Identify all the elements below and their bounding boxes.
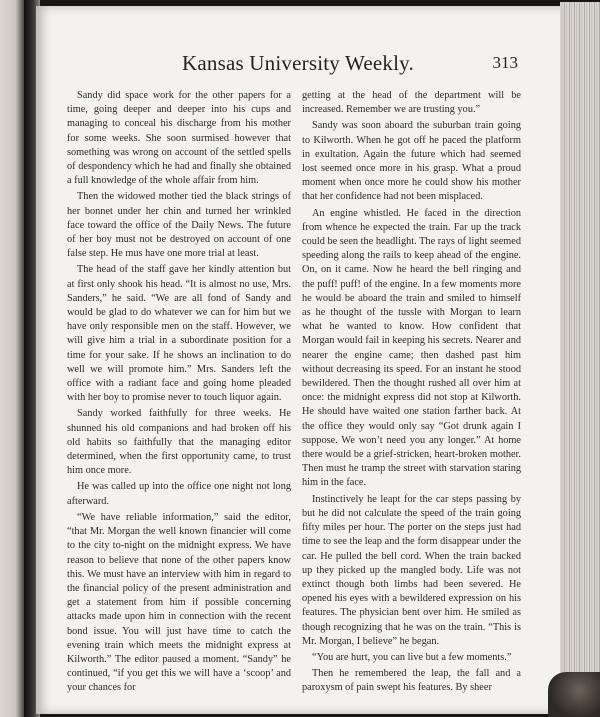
page-number: 313 — [492, 53, 518, 72]
paragraph: Then the widowed mother tied the black strings of her bonnet under her chin and turned her wrinkled face toward the office of the Daily News. The future of her boy must not be destroyed on account of one false step. He mus have one more trial at least. — [67, 191, 291, 260]
paragraph: “You are hurt, you can live but a few moments.” — [312, 651, 512, 663]
left-text-column — [67, 89, 291, 698]
paragraph-continued: getting at the head of the department will be increased. Remember we are trusting you.” — [302, 90, 521, 116]
facing-page-edge — [0, 0, 26, 717]
paragraph: “We have reliable information,” said the editor, “that Mr. Morgan the well known financier will come to the city to-night on the midnight express. We have reason to believe that none of the other papers know this. We must have an interview with him in regard to the financial policy of the present administration and get a statement from him if possible concerning attacks made upon him in connection with the recent bond issue. You will just have time to catch the evening train which meets the midnight express at Kilworth.” The editor paused a moment. “Sandy” he continued, “if you get this we will have a ‘scoop’ and your chances for — [67, 511, 291, 694]
right-text-column — [302, 89, 521, 698]
paragraph: Sandy was soon aboard the suburban train going to Kilworth. When he got off he paced the platform in exultation. Again the future which had seemed lost seemed once more in his grasp. What a proud moment when once more he could show his mother that her confidence had not been misplaced. — [302, 120, 521, 203]
paragraph: Sandy did space work for the other papers for a time, going deeper and deeper into his cups and managing to conceal his discharge from his mother for some weeks. She soon surmised however that something was wrong on account of the settled spells of despondency which he had and finally she obtained a full knowledge of the whole affair from him. — [67, 90, 291, 187]
paragraph: An engine whistled. He faced in the direction from whence he expected the train. Far up the track could be seen the headlight. The rays of light seemed speeding along the rails to keep ahead of the engine. On, on it came. Now he heard the bell ringing and the puff! puff! of the engine. In a few moments more he would be aboard the train and smiled to himself as he thought of the tussle with Morgan to learn what he wanted to know. How confident that Morgan would fail in keeping his secrets. Nearer and nearer the engine came; then dashed past him without decreasing its speed. For an instant he stood bewildered. Then the thought rushed all over him at once: the midnight express did not stop at Kilworth. He should have waited one station farther back. At the office they would only say “Got drunk again I suppose. We won’t need you any longer.” At home there would be a grief-stricken, heart-broken mother. Then must he tramp the street with starvation staring him in the face. — [302, 207, 521, 489]
paragraph: Then he remembered the leap, the fall and a paroxysm of pain swept his features. By sheer — [302, 668, 521, 694]
running-header — [70, 51, 530, 81]
paragraph: Instinctively he leapt for the car steps passing by but he did not calculate the speed of the train going fifty miles per hour. The porter on the steps just had time to see the leap and the form disappear under the car. He pulled the bell cord. When the train backed up they picked up the mangled body. Life was not extinct though both limbs had been severed. He opened his eyes with a bewildered expression on his features. The physician bent over him. He smiled as though recognizing that he was on the train. “This is Mr. Morgan, I believe” he began. — [302, 493, 521, 647]
paragraph: Sandy worked faithfully for three weeks. He shunned his old companions and had broken off his old habits so faithfully that the managing editor determined, when the first opportunity came, to trust him once more. — [67, 408, 291, 477]
paragraph: He was called up into the office one night not long afterward. — [67, 481, 291, 507]
journal-title: Kansas University Weekly. — [182, 51, 414, 75]
thumb-holding-page — [548, 672, 600, 717]
paragraph: The head of the staff gave her kindly attention but at first only shook his head. “It is almost no use, Mrs. Sanders,” he said. “We are all fond of Sandy and would be glad to do whatever we can for him but we have only responsible men on the staff. However, we will give him a trial in a subordinate position for a time for your sake. If he shows an inclination to do well we will promote him.” Mrs. Sanders left the office with a radiant face and going home pleaded with her boy to promise never to touch liquor again. — [67, 264, 291, 404]
page-stack-edge — [560, 2, 600, 717]
